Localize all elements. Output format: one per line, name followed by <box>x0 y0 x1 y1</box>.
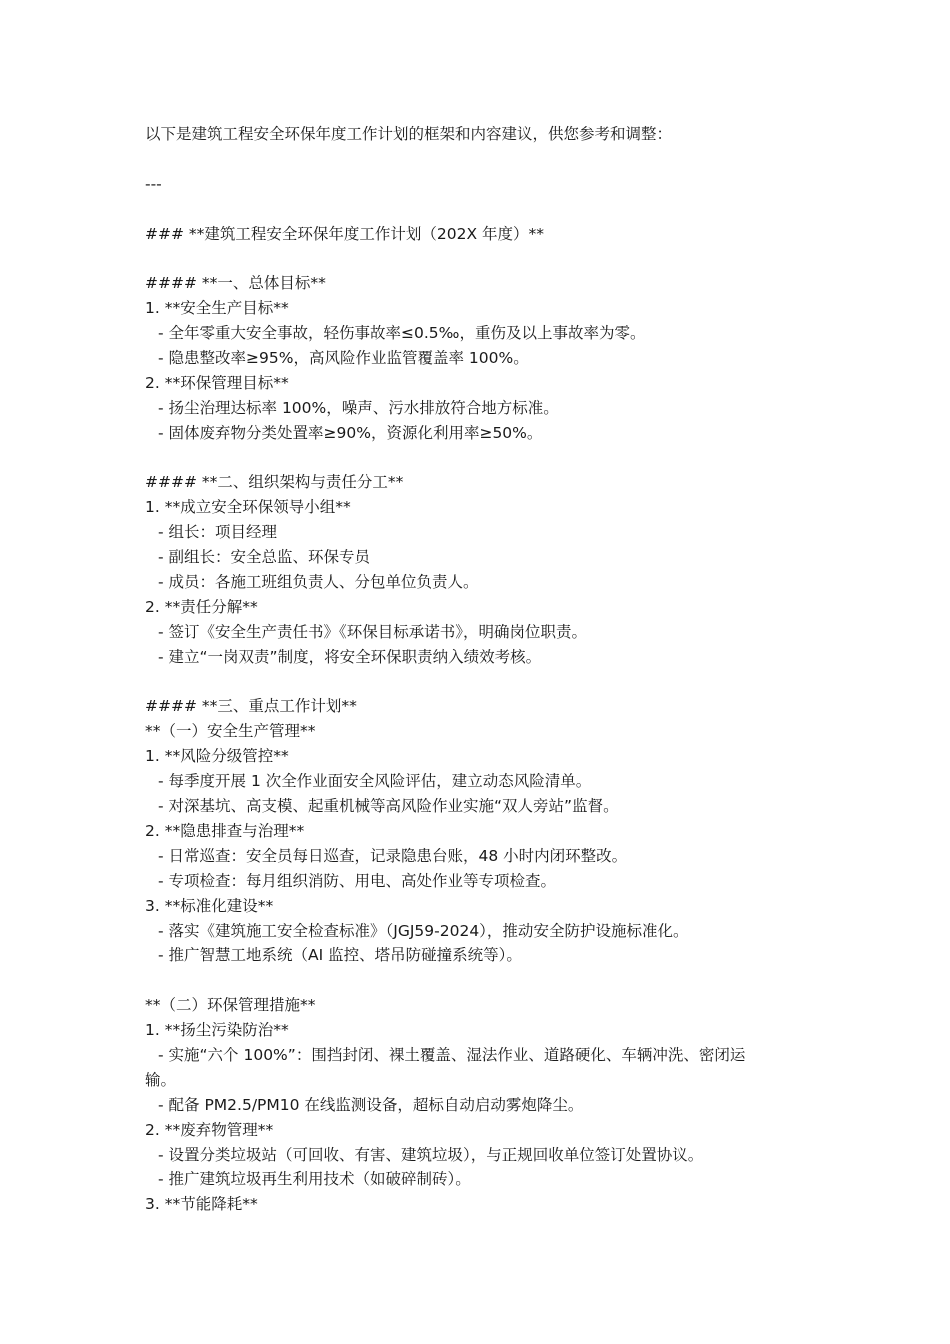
doc-title: ### **建筑工程安全环保年度工作计划（202X 年度）** <box>145 224 545 243</box>
sub-list-item: - 实施“六个 100%”：围挡封闭、裸土覆盖、湿法作业、道路硬化、车辆冲洗、密闭运 <box>158 1045 746 1064</box>
sub-list-item: - 对深基坑、高支模、起重机械等高风险作业实施“双人旁站”监督。 <box>158 797 619 816</box>
sub-list-item: - 日常巡查：安全员每日巡查，记录隐患台账，48 小时内闭环整改。 <box>158 846 628 865</box>
sub-list-item: - 配备 PM2.5/PM10 在线监测设备，超标自动启动雾炮降尘。 <box>158 1095 584 1114</box>
list-item: 1. **风险分级管控** <box>145 747 289 766</box>
list-item: 3. **节能降耗** <box>145 1195 258 1214</box>
list-item: 2. **责任分解** <box>145 597 258 616</box>
sub-list-item: - 隐患整改率≥95%，高风险作业监管覆盖率 100%。 <box>158 349 529 368</box>
list-item: 3. **标准化建设** <box>145 896 274 915</box>
list-item: 1. **扬尘污染防治** <box>145 1021 289 1040</box>
sub-list-item: - 每季度开展 1 次全作业面安全风险评估，建立动态风险清单。 <box>158 772 592 791</box>
sub-list-item-continuation: 输。 <box>145 1070 177 1089</box>
sub-list-item: - 成员：各施工班组负责人、分包单位负责人。 <box>158 573 479 592</box>
intro-text: 以下是建筑工程安全环保年度工作计划的框架和内容建议，供您参考和调整： <box>145 125 673 143</box>
sub-list-item: - 建立“一岗双责”制度，将安全环保职责纳入绩效考核。 <box>158 647 542 666</box>
sub-list-item: - 组长：项目经理 <box>158 523 278 542</box>
list-item: 1. **安全生产目标** <box>145 299 289 318</box>
sub-list-item: - 副组长：安全总监、环保专员 <box>158 548 371 567</box>
subsection-heading: **（一）安全生产管理** <box>145 722 316 741</box>
document-body <box>145 122 825 1217</box>
sub-list-item: - 固体废弃物分类处置率≥90%，资源化利用率≥50%。 <box>158 423 543 442</box>
sub-list-item: - 专项检查：每月组织消防、用电、高处作业等专项检查。 <box>158 871 557 890</box>
sub-list-item: - 全年零重大安全事故，轻伤事故率≤0.5‰，重伤及以上事故率为零。 <box>158 324 646 343</box>
sub-list-item: - 推广智慧工地系统（AI 监控、塔吊防碰撞系统等）。 <box>158 946 522 965</box>
list-item: 2. **环保管理目标** <box>145 373 289 392</box>
list-item: 2. **废弃物管理** <box>145 1120 274 1139</box>
section-heading: #### **二、组织架构与责任分工** <box>145 473 404 492</box>
sub-list-item: - 推广建筑垃圾再生利用技术（如破碎制砖）。 <box>158 1170 471 1189</box>
sub-list-item: - 落实《建筑施工安全检查标准》（JGJ59-2024），推动安全防护设施标准化。 <box>158 921 689 940</box>
sub-list-item: - 签订《安全生产责任书》《环保目标承诺书》，明确岗位职责。 <box>158 622 588 641</box>
list-item: 1. **成立安全环保领导小组** <box>145 498 351 517</box>
subsection-heading: **（二）环保管理措施** <box>145 996 316 1015</box>
separator: --- <box>145 174 162 193</box>
list-item: 2. **隐患排查与治理** <box>145 821 305 840</box>
sub-list-item: - 设置分类垃圾站（可回收、有害、建筑垃圾），与正规回收单位签订处置协议。 <box>158 1145 704 1164</box>
section-heading: #### **一、总体目标** <box>145 274 326 293</box>
section-heading: #### **三、重点工作计划** <box>145 697 357 716</box>
sub-list-item: - 扬尘治理达标率 100%，噪声、污水排放符合地方标准。 <box>158 398 559 417</box>
